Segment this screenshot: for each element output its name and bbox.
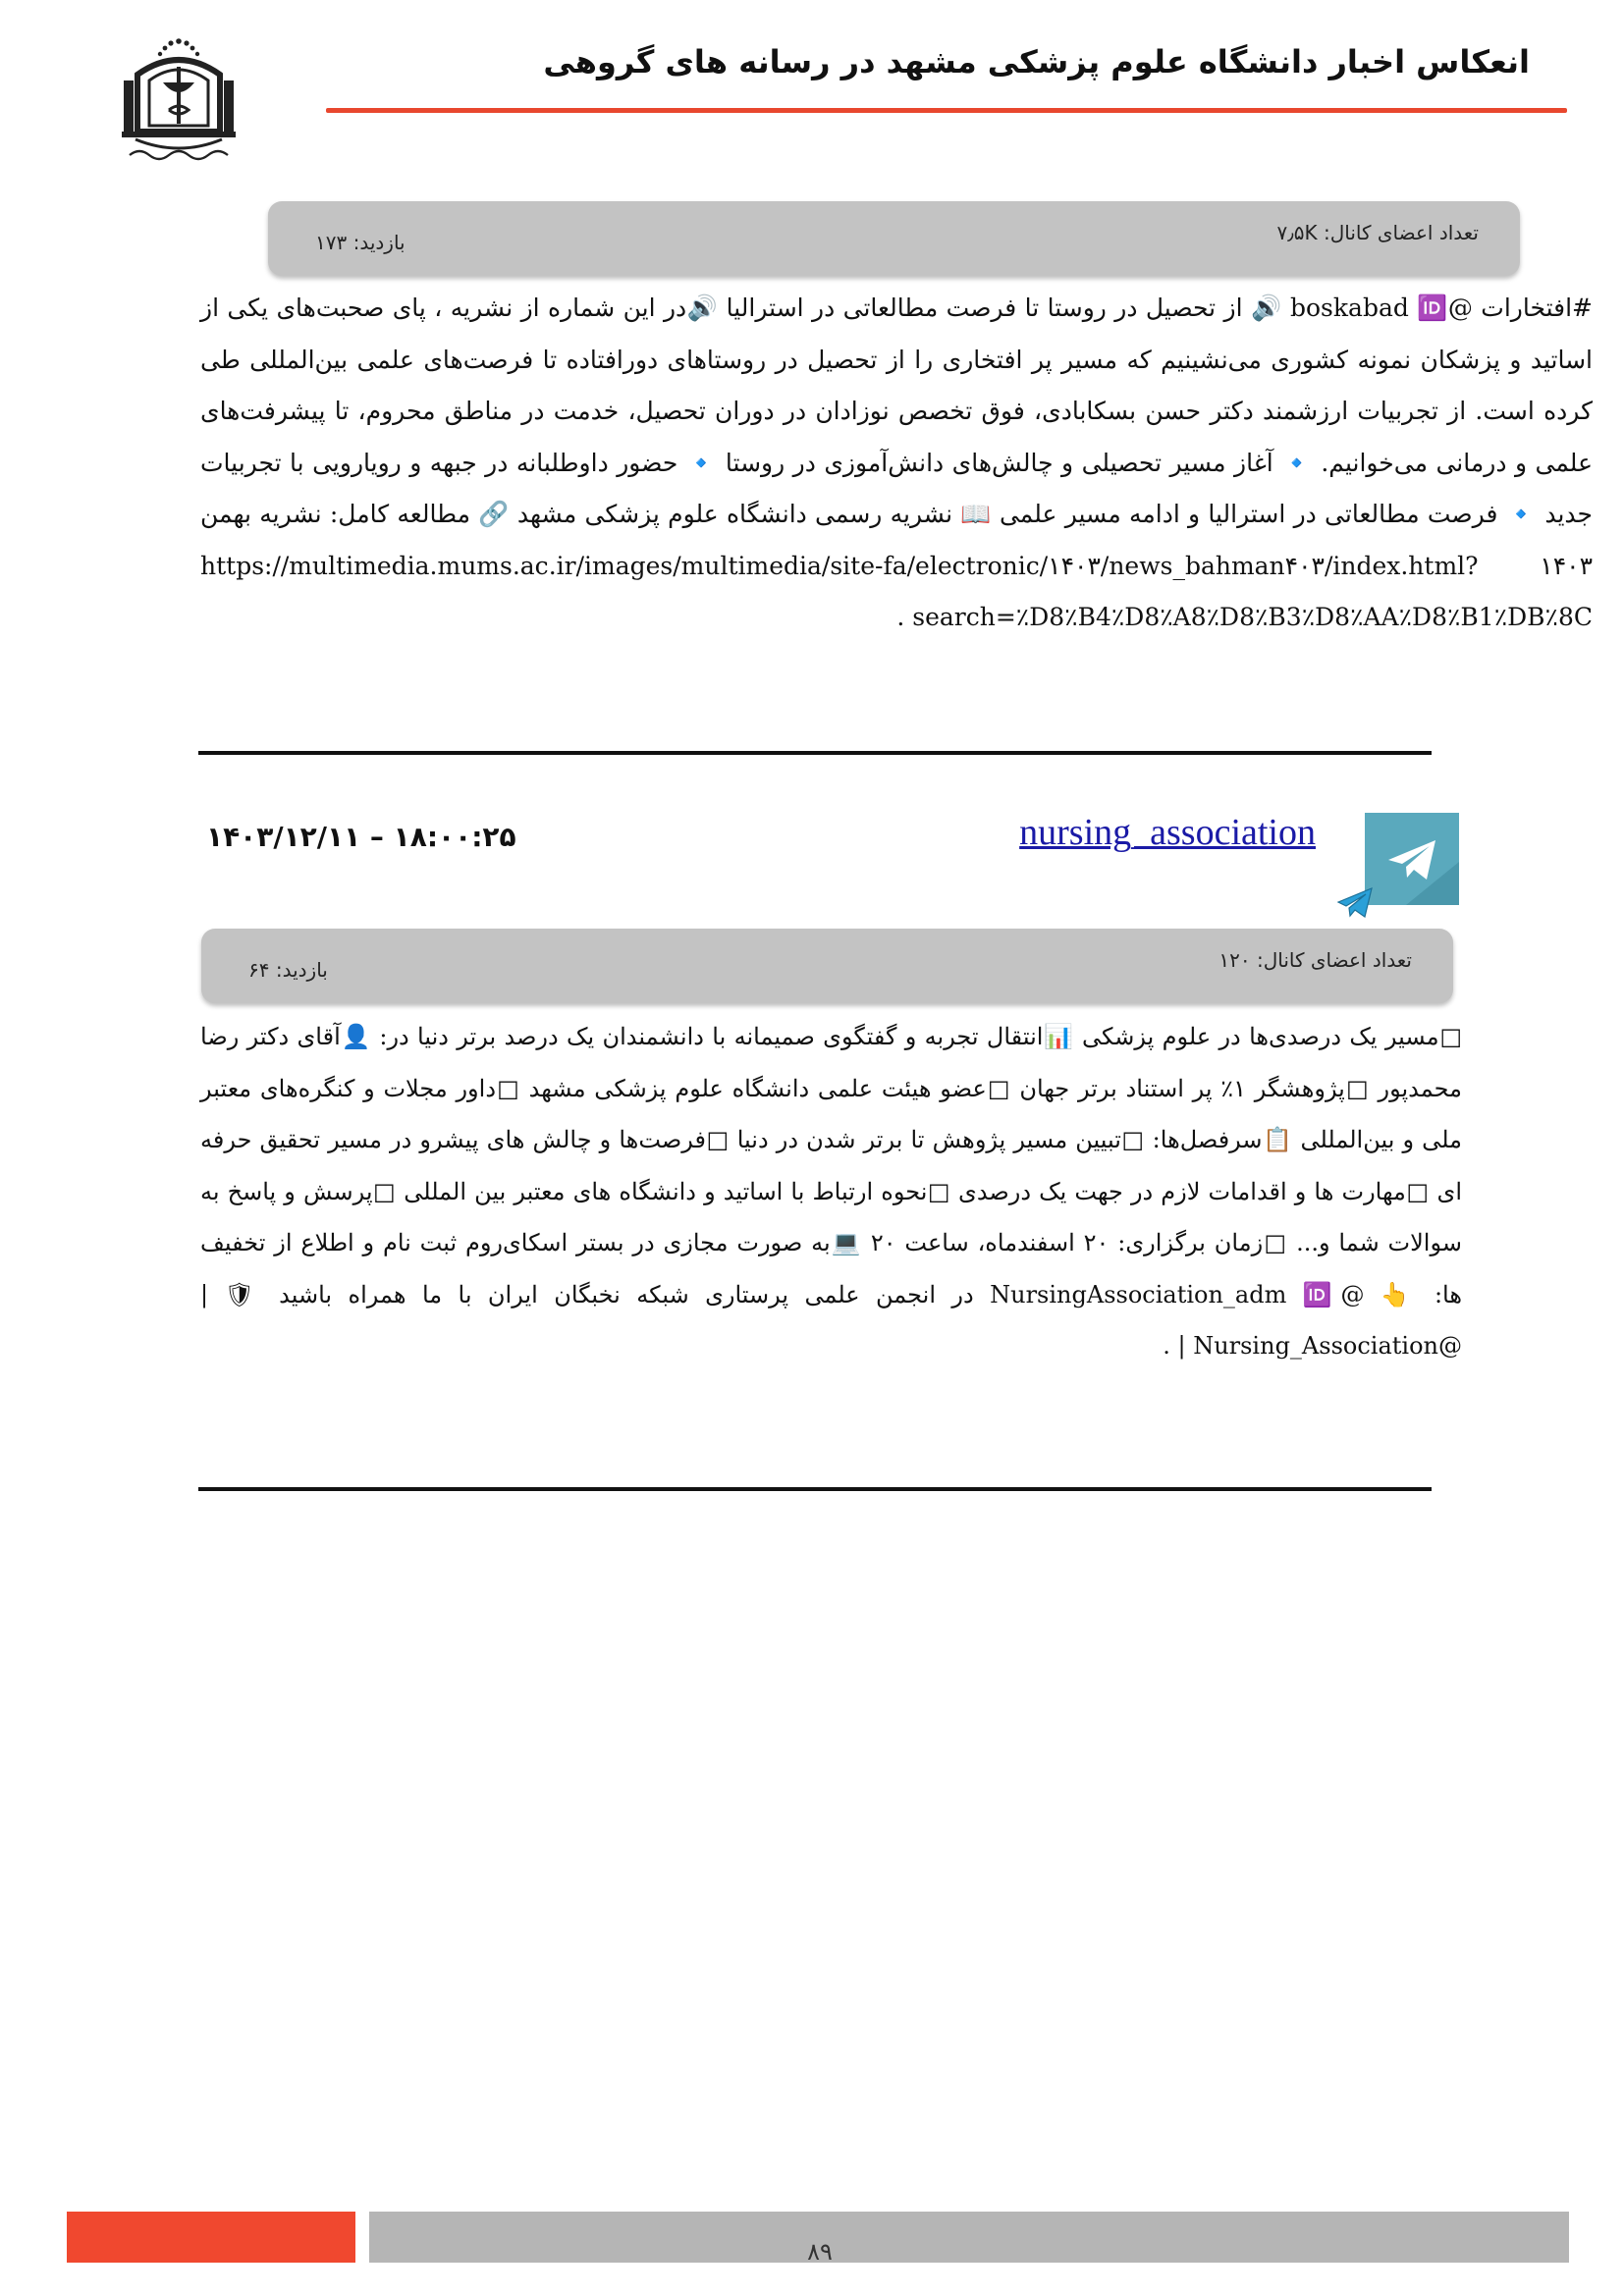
header-rule (326, 108, 1567, 113)
post-divider (198, 751, 1432, 755)
post-view-count: بازدید: ۶۴ (248, 958, 328, 982)
post-view-count: بازدید: ۱۷۳ (315, 231, 406, 254)
telegram-icon (1365, 813, 1459, 905)
page-header-title: انعکاس اخبار دانشگاه علوم پزشکی مشهد در رسانه های گروهی (543, 43, 1530, 80)
footer-red-bar (67, 2212, 355, 2263)
page-number: ۸۹ (807, 2238, 833, 2266)
post-date: ۱۴۰۳/۱۲/۱۱ – ۱۸:۰۰:۲۵ (206, 821, 516, 853)
channel-members-count: تعداد اعضای کانال: ۷٫۵K (1276, 221, 1479, 244)
telegram-plane-icon (1335, 883, 1375, 923)
post-url-link[interactable]: https://multimedia.mums.ac.ir/images/multimedia/site-fa/electronic/۱۴۰۳/news_bahman۴۰۳/index.html?search=٪D8٪B4٪D8٪A8٪D8٪B3٪D8٪AA٪D8٪B1٪DB٪8C (200, 551, 1593, 631)
channel-name-link[interactable]: nursing_association (1019, 812, 1316, 853)
post-info-bar (268, 201, 1520, 276)
post-divider (198, 1487, 1432, 1491)
post-text-end: . (896, 603, 913, 631)
post-info-bar (201, 929, 1453, 1003)
post-text: #افتخارات @boskabad 🆔 🔊 از تحصیل در روستا تا فرصت مطالعاتی در استرالیا 🔊در این شماره از نشریه ، پای صحبت‌های یکی از اساتید و پزشکان نمونه کشوری می‌نشینیم که مسیر پر افتخاری را از تحصیل در روستاهای دورافتاده تا فرصت‌های علمی بین‌المللی طی کرده است. از تجربیات ارزشمند دکتر حسن بسکابادی، فوق تخصص نوزادان در دوران تحصیل، خدمت در مناطق محروم، تا پیشرفت‌های علمی و درمانی می‌خوانیم. 🔹 آغاز مسیر تحصیلی و چالش‌های دانش‌آموزی در روستا 🔹 حضور داوطلبانه در جبهه و رویارویی با تجربیات جدید 🔹 فرصت مطالعاتی در استرالیا و ادامه مسیر علمی 📖 نشریه رسمی دانشگاه علوم پزشکی مشهد 🔗 مطالعه کامل: نشریه بهمن ۱۴۰۳ (200, 294, 1594, 580)
footer-grey-bar (369, 2212, 1569, 2263)
post-body (200, 283, 1593, 644)
channel-members-count: تعداد اعضای کانال: ۱۲۰ (1218, 948, 1412, 972)
post-text: □مسیر یک درصدی‌ها در علوم پزشکی 📊انتقال تجربه و گفتگوی صمیمانه با دانشمندان یک درصد برتر دنیا در: 👤آقای دکتر رضا محمدپور □پژوهشگر ۱٪ پر استناد برتر جهان □عضو هیئت علمی دانشگاه علوم پزشکی مشهد □داور مجلات و کنگره‌های معتبر ملی و بین‌المللی 📋سرفصل‌ها: □تبیین مسیر پژوهش تا برتر شدن در دنیا □فرصت‌ها و چالش های پیشرو در مسیر تحقیق حرفه ای □مهارت ها و اقدامات لازم در جهت یک درصدی □نحوه ارتباط با اساتید و دانشگاه های معتبر بین المللی □پرسش و پاسخ به سوالات شما و... □زمان برگزاری: ۲۰ اسفندماه، ساعت ۲۰ 💻به صورت مجازی در بستر اسکای‌روم ثبت نام و اطلاع از تخفیف ها: 👆 @NursingAssociation_adm 🆔 در انجمن علمی پرستاری شبکه نخبگان ایران با ما همراه باشید 🛡 | @Nursing_Association | . (200, 1023, 1462, 1360)
mums-university-logo-icon (116, 37, 242, 165)
post-body (200, 1011, 1462, 1372)
